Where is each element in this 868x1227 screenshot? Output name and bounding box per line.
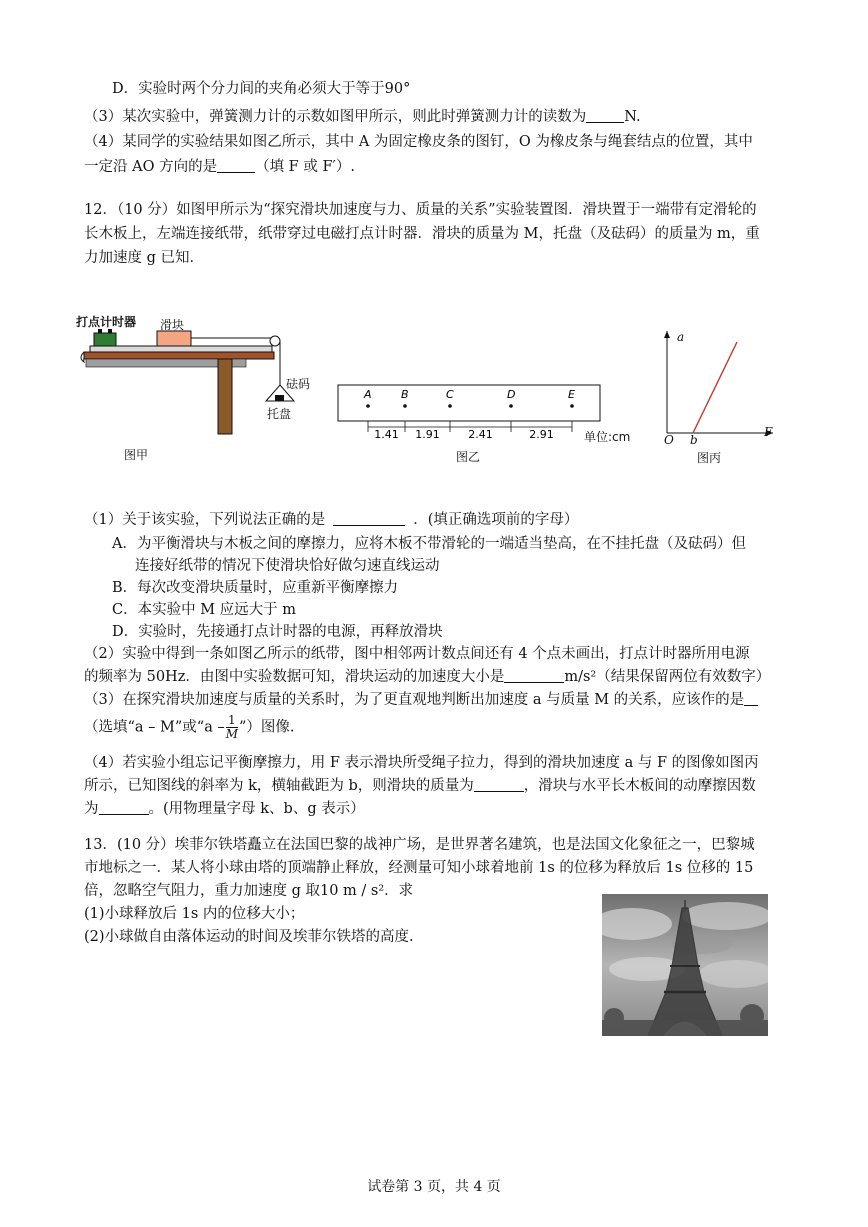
answer-blank[interactable] xyxy=(99,800,149,815)
tape-outline xyxy=(338,385,600,421)
answer-blank[interactable] xyxy=(744,691,758,706)
answer-blank[interactable] xyxy=(217,158,255,173)
tape-point-label: B xyxy=(401,388,409,401)
p4-text: 所示，已知图线的斜率为 k，横轴截距为 b，则滑块的质量为 xyxy=(84,778,474,794)
p3-text: （3）在探究滑块加速度与质量的关系时，为了更直观地判断出加速度 a 与质量 M 的关系，应该作的是 xyxy=(84,692,745,708)
tape-point-label: D xyxy=(507,388,516,401)
p3-choice: （选填“a – M”或“a – xyxy=(84,719,225,736)
tape-point-C xyxy=(448,404,452,408)
p4-text2: 为 xyxy=(84,801,99,817)
q13-sub2: (2)小球做自由落体运动的时间及埃菲尔铁塔的高度. xyxy=(84,929,414,945)
p1-option-b: B．每次改变滑块质量时，应重新平衡摩擦力 xyxy=(112,580,399,596)
tape-point-D xyxy=(509,404,513,408)
graph-x-label: F xyxy=(764,425,773,439)
tape-segment-label: 2.91 xyxy=(529,428,554,441)
a-F-line xyxy=(693,342,737,433)
caption-bing: 图丙 xyxy=(697,451,722,465)
q3-text: （3）某次实验中，弹簧测力计的示数如图甲所示，则此时弹簧测力计的读数为 xyxy=(84,109,587,125)
p3-line2 xyxy=(84,714,295,741)
answer-blank[interactable] xyxy=(504,668,564,683)
label-block: 滑块 xyxy=(160,318,185,332)
p4-mid: ，滑块与水平长木板间的动摩擦因数 xyxy=(523,778,756,794)
p4-tail: 。(用物理量字母 k、b、g 表示） xyxy=(148,801,365,817)
q12-line2: 长木板上，左端连接纸带，纸带穿过电磁打点计时器．滑块的质量为 M，托盘（及砝码）的质量为 m，重 xyxy=(84,226,760,242)
pulley-icon xyxy=(270,336,280,346)
q3 xyxy=(84,108,641,126)
graph-origin: O xyxy=(664,433,674,447)
slider-block xyxy=(157,331,191,346)
tape-segment-label: 1.91 xyxy=(415,428,440,441)
p1-option-a2: 连接好纸带的情况下使滑块恰好做匀速直线运动 xyxy=(135,558,440,574)
fraction-1-over-M: $\frac{1}{M}$ xyxy=(225,713,238,741)
timer-device xyxy=(94,333,116,346)
q4-line2 xyxy=(84,158,355,176)
caption-jia: 图甲 xyxy=(124,448,149,462)
page-footer: 试卷第 3 页，共 4 页 xyxy=(367,1179,501,1195)
answer-blank[interactable] xyxy=(474,777,524,792)
tape-segment-label: 2.41 xyxy=(468,428,493,441)
p4-line3 xyxy=(84,800,365,818)
answer-blank[interactable] xyxy=(586,108,624,123)
option-d: D．实验时两个分力间的夹角必须大于等于90° xyxy=(112,81,411,97)
p2-line2 xyxy=(84,668,770,686)
tape-point-B xyxy=(403,404,407,408)
label-timer: 打点计时器 xyxy=(76,315,137,329)
weight-icon xyxy=(275,395,284,401)
p4-line2 xyxy=(84,777,756,795)
q13-line1: 13．(10 分）埃菲尔铁塔矗立在法国巴黎的战神广场，是世界著名建筑，也是法国文化象征之一，巴黎城 xyxy=(84,837,755,853)
eiffel-tower-photo xyxy=(602,894,768,1036)
label-tray: 托盘 xyxy=(267,407,292,421)
q4-tail: （填 F 或 F′）. xyxy=(255,159,355,175)
tape-point-E xyxy=(570,404,574,408)
p1-line xyxy=(84,511,578,529)
p3-line1 xyxy=(84,691,758,709)
q13-line2: 市地标之一．某人将小球由塔的顶端静止释放，经测量可知小球着地前 1s 的位移为释放后 1s 位移的 15 xyxy=(84,860,754,876)
q4-text: 一定沿 AO 方向的是 xyxy=(84,159,218,175)
tape-point-label: C xyxy=(446,388,454,401)
tape-point-A xyxy=(366,404,370,408)
tape-unit: 单位:cm xyxy=(584,430,631,444)
p1-text: （1）关于该实验，下列说法正确的是 xyxy=(84,512,326,528)
table-top xyxy=(84,352,274,359)
label-weight: 砝码 xyxy=(286,377,311,391)
p4-line1: （4）若实验小组忘记平衡摩擦力，用 F 表示滑块所受绳子拉力，得到的滑块加速度 a 与 F 的图像如图丙 xyxy=(84,755,759,771)
caption-yi: 图乙 xyxy=(456,450,481,464)
p1-option-c: C．本实验中 M 应远大于 m xyxy=(112,602,297,618)
q13-line3: 倍，忽略空气阻力，重力加速度 g 取10 m / s²．求 xyxy=(84,883,414,899)
p1-option-d: D．实验时，先接通打点计时器的电源，再释放滑块 xyxy=(112,624,443,640)
graph-y-label: a xyxy=(677,330,685,344)
p2-text: 的频率为 50Hz．由图中实验数据可知，滑块运动的加速度大小是 xyxy=(84,669,505,685)
q3-unit: N. xyxy=(624,109,641,125)
tape-segment-label: 1.41 xyxy=(374,428,399,441)
tape-point-label: E xyxy=(568,388,575,401)
table-leg xyxy=(218,359,232,434)
long-board xyxy=(90,346,272,352)
graph-intercept: b xyxy=(690,433,698,447)
p1-option-a1: A．为平衡滑块与木板之间的摩擦力，应将木板不带滑轮的一端适当垫高，在不挂托盘（及砝码）但 xyxy=(112,536,746,552)
q12-line1: 12．（10 分）如图甲所示为“探究滑块加速度与力、质量的关系”实验装置图．滑块置于一端带有定滑轮的 xyxy=(84,202,757,218)
p2-tail: m/s²（结果保留两位有效数字） xyxy=(564,669,771,685)
p3-tail: ”）图像. xyxy=(239,719,295,736)
p2-line1: （2）实验中得到一条如图乙所示的纸带，图中相邻两计数点间还有 4 个点未画出，打点计时器所用电源 xyxy=(84,646,750,662)
q4-line1: （4）某同学的实验结果如图乙所示，其中 A 为固定橡皮条的图钉，O 为橡皮条与绳套结点的位置，其中 xyxy=(84,134,753,150)
figure-yi-tape xyxy=(336,384,606,444)
answer-blank[interactable] xyxy=(333,511,405,526)
p1-tail: ．(填正确选项前的字母） xyxy=(413,512,579,528)
q13-sub1: (1)小球释放后 1s 内的位移大小； xyxy=(84,906,305,922)
tape-point-label: A xyxy=(364,388,372,401)
q12-line3: 力加速度 g 已知． xyxy=(84,250,204,266)
